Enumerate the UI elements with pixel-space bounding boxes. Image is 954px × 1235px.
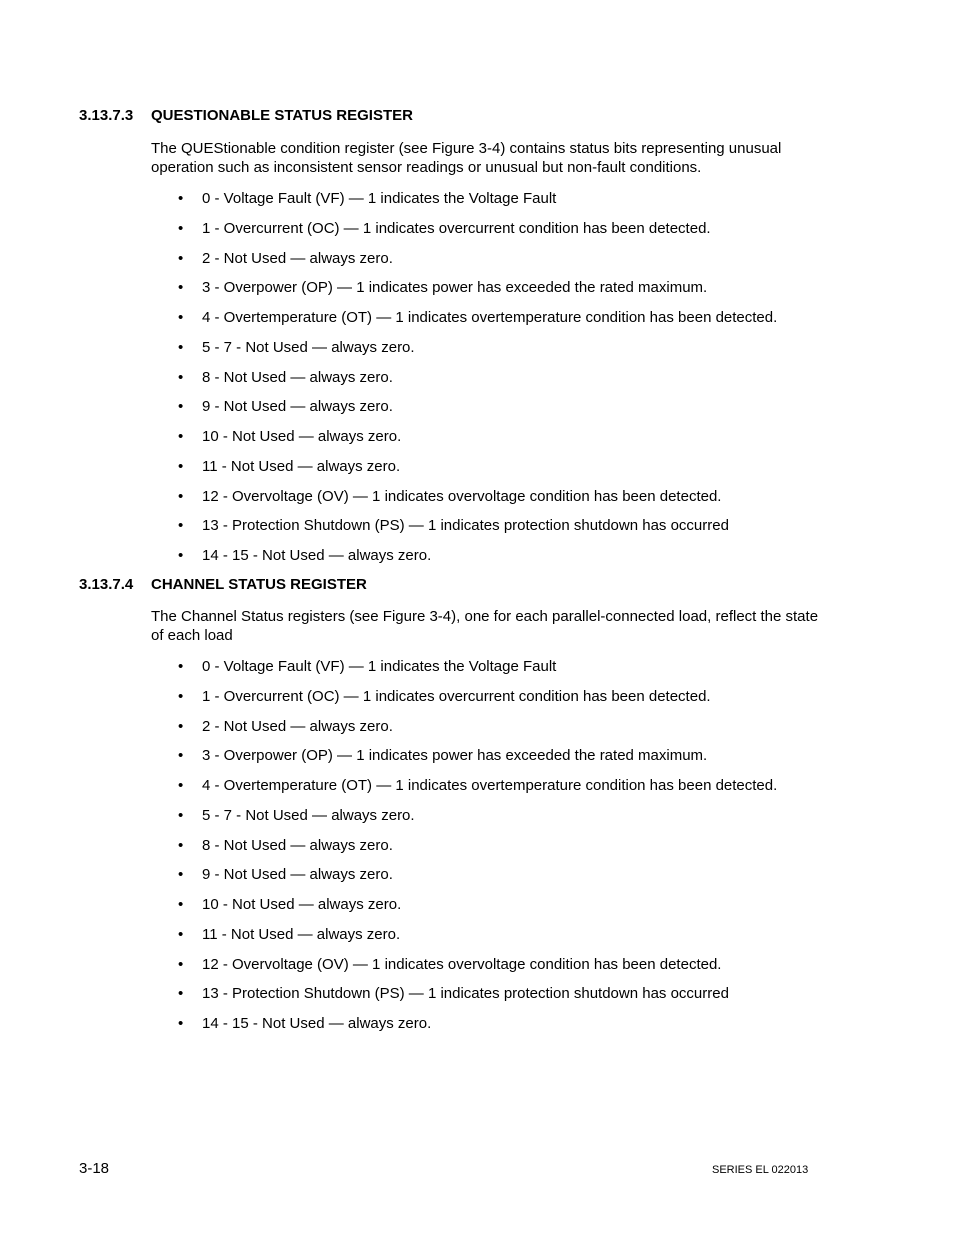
bullet-icon: • [178, 517, 184, 535]
section-number: 3.13.7.3 [79, 107, 134, 124]
section-number: 3.13.7.4 [79, 576, 134, 593]
bullet-icon: • [178, 279, 184, 297]
bullet-icon: • [178, 896, 184, 913]
bullet-icon: • [178, 747, 184, 765]
bullet-icon: • [178, 925, 184, 943]
bullet-icon: • [178, 777, 184, 794]
bullet-icon: • [178, 309, 184, 326]
bullet-icon: • [178, 717, 184, 735]
bullet-icon: • [178, 836, 184, 854]
bullet-icon: • [178, 658, 184, 675]
bullet-icon: • [178, 1015, 184, 1032]
bullet-icon: • [178, 338, 184, 356]
section-heading-channel [79, 576, 367, 593]
bullet-icon: • [178, 806, 184, 824]
bullet-icon: • [178, 249, 184, 267]
bullet-icon: • [178, 219, 184, 237]
bullet-icon: • [178, 457, 184, 475]
section-title: CHANNEL STATUS REGISTER [151, 576, 367, 593]
document-page: 3.13.7.3 QUESTIONABLE STATUS REGISTER The QUEStionable condition register (see Figure 3-4) contains status bits representing unusual operation such as inconsistent sensor readings or unusual but non-fault conditions. • 0 - Voltage Fault (VF) — 1 indicates the Voltage Fault • 1 - Overcurrent (OC) — 1 indicates overcurrent condition has been detected. • 2 - Not Used — always zero. • 3 - Overpower (OP) — 1 indicates power has exceeded the rated maximum. • 4 - Overtemperature (OT) — 1 indicates overtemperature condition has been detected. • 5 - 7 - Not Used — always zero. • 8 - Not Used — always zero. • 9 - Not Used — always zero. • 10 - Not Used — always zero. • 11 - Not Used — always zero. • 12 - Overvoltage (OV) — 1 indicates overvoltage condition has been detected. • 13 - Protection Shutdown (PS) — 1 indicates protection shutdown has occurred • 14 - 15 - Not Used — always zero. 3.13.7.4 CHANNEL STATUS REGISTER The Channel Status registers (see Figure 3-4), one for each parallel-connected load, reflect the state of each load • 0 - Voltage Fault (VF) — 1 indicates the Voltage Fault • 1 - Overcurrent (OC) — 1 indicates overcurrent condition has been detected. • 2 - Not Used — always zero. • 3 - Overpower (OP) — 1 indicates power has exceeded the rated maximum. • 4 - Overtemperature (OT) — 1 indicates overtemperature condition has been detected. • 5 - 7 - Not Used — always zero. • 8 - Not Used — always zero. • 9 - Not Used — always zero. • 10 - Not Used — always zero. • 11 - Not Used — always zero. • 12 - Overvoltage (OV) — 1 indicates overvoltage condition has been detected. • 13 - Protection Shutdown (PS) — 1 indicates protection shutdown has occurred • 14 - 15 - Not Used — always zero. 3-18 SERIES EL 022013 [0, 0, 954, 1235]
bullet-icon: • [178, 547, 184, 564]
bullet-icon: • [178, 428, 184, 445]
bullet-icon: • [178, 866, 184, 884]
bullet-icon: • [178, 190, 184, 207]
bullet-icon: • [178, 985, 184, 1003]
bullet-icon: • [178, 687, 184, 705]
document-id: SERIES EL 022013 [712, 1164, 809, 1176]
section-heading-questionable [79, 107, 413, 124]
section-paragraph: The Channel Status registers (see Figure 3-4), one for each parallel-connected load, reflect the state of each load [151, 608, 819, 644]
bullet-icon: • [178, 955, 184, 973]
section-paragraph: The QUEStionable condition register (see Figure 3-4) contains status bits representing unusual operation such as inconsistent sensor readings or unusual but non-fault conditions. [151, 140, 782, 176]
bullet-icon: • [178, 368, 184, 386]
section-title: QUESTIONABLE STATUS REGISTER [151, 107, 413, 124]
page-number: 3-18 [79, 1160, 110, 1177]
bullet-icon: • [178, 487, 184, 505]
bullet-icon: • [178, 398, 184, 416]
